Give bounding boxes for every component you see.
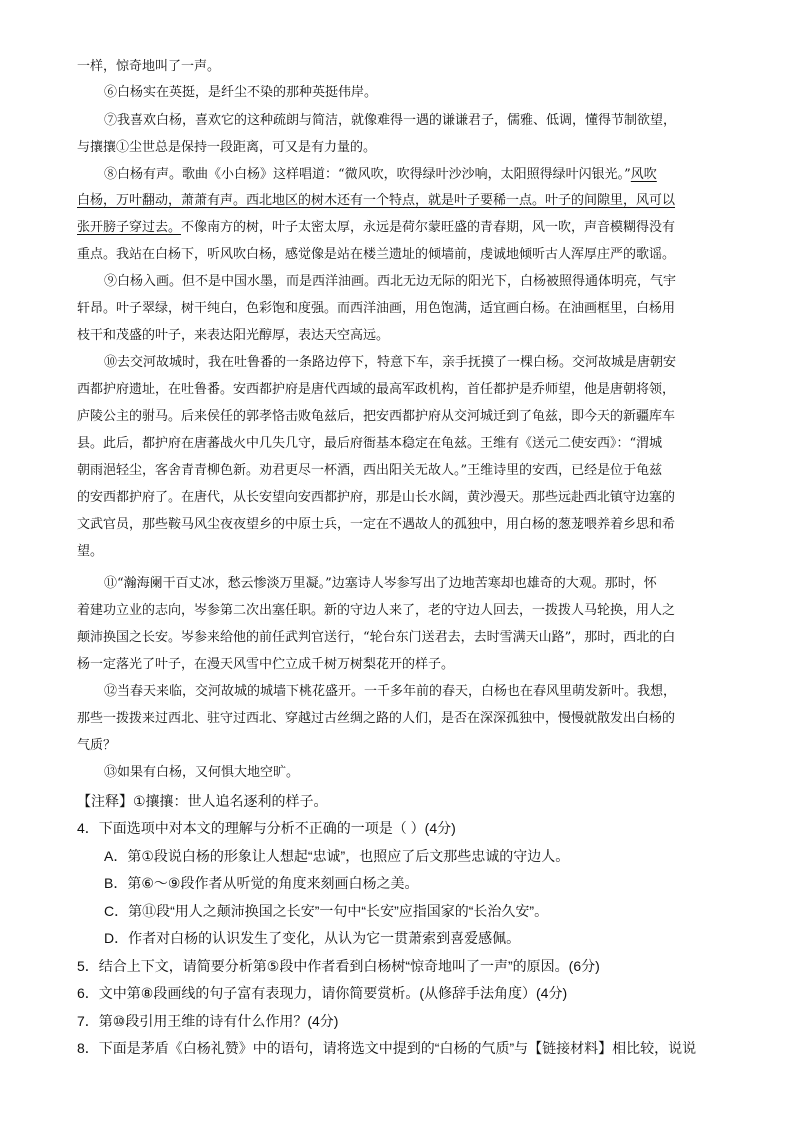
paragraph-8-line-4: 重点。我站在白杨下，听风吹白杨，感觉像是站在楼兰遗址的倾墙前，虔诚地倾听古人浑厚庄严的歌谣。 (77, 247, 676, 262)
paragraph-8-line-3-text: 不像南方的树，叶子太密太厚，永远是荷尔蒙旺盛的青春期，风一吹，声音模糊得没有 (181, 220, 676, 235)
paragraph-12-line-3: 气质？ (77, 738, 117, 753)
question-7: 7．第⑩段引用王维的诗有什么作用？(4分) (77, 1013, 339, 1029)
paragraph-8-line-1-text: ⑧白杨有声。歌曲《小白杨》这样唱道：“微风吹，吹得绿叶沙沙响，太阳照得绿叶闪银光。” (104, 167, 631, 182)
paragraph-7-line-2: 与攘攘①尘世总是保持一段距离，可又是有力量的。 (77, 140, 377, 155)
paragraph-10-line-3: 庐陵公主的驸马。后来侯任的郭孝恪击败龟兹后，把安西都护府从交河城迁到了龟兹，即今天的新疆库车 (77, 409, 676, 424)
paragraph-11-line-2: 着建功立业的志向，岑参第二次出塞任职。新的守边人来了，老的守边人回去，一拨拨人马轮换，用人之 (77, 603, 676, 618)
paragraph-12-line-2: 那些一拨拨来过西北、驻守过西北、穿越过古丝绸之路的人们，是否在深深孤独中，慢慢就散发出白杨的 (77, 711, 676, 726)
question-5: 5．结合上下文，请简要分析第⑤段中作者看到白杨树“惊奇地叫了一声”的原因。(6分) (77, 958, 600, 974)
footnote: 【注释】①攘攘：世人追名逐利的样子。 (77, 793, 328, 809)
paragraph-11-line-4: 杨一定落光了叶子，在漫天风雪中伫立成千树万树梨花开的样子。 (77, 657, 455, 672)
paragraph-9-line-2: 轩昂。叶子翠绿，树干纯白，色彩饱和度强。而西洋油画，用色饱满，适宜画白杨。在油画框里，白杨用 (77, 301, 676, 316)
question-4: 4．下面选项中对本文的理解与分析不正确的一项是（ ）(4分) (77, 820, 456, 836)
paragraph-5-tail: 一样，惊奇地叫了一声。 (77, 59, 221, 74)
question-4-option-d: D．作者对白杨的认识发生了变化，从认为它一贯萧索到喜爱感佩。 (104, 930, 521, 946)
paragraph-11-line-1: ⑪“瀚海阑干百丈冰，愁云惨淡万里凝。”边塞诗人岑参写出了边地苦寒却也雄奇的大观。那时，怀 (104, 576, 657, 591)
question-6: 6．文中第⑧段画线的句子富有表现力，请你简要赏析。(从修辞手法角度）(4分) (77, 985, 568, 1001)
paragraph-10-line-6: 的安西都护府了。在唐代，从长安望向安西都护府，那是山长水阔，黄沙漫天。那些远赴西北镇守边塞的 (77, 490, 676, 505)
paragraph-11-line-3: 颠沛换国之长安。岑参来给他的前任武判官送行，“轮台东门送君去，去时雪满天山路”，那时，西北的白 (77, 630, 676, 645)
paragraph-8-underlined-line-2: 白杨，万叶翻动，萧萧有声。西北地区的树木还有一个特点，就是叶子要稀一点。叶子的间隙里，风可以 (77, 193, 676, 208)
paragraph-10-line-2: 西都护府遗址，在吐鲁番。安西都护府是唐代西域的最高军政机构，首任都护是乔师望，他是唐朝将领， (77, 382, 676, 397)
paragraph-10-line-8: 望。 (77, 544, 104, 559)
question-8: 8．下面是茅盾《白杨礼赞》中的语句，请将选文中提到的“白杨的气质”与【链接材料】相比较，说说 (77, 1040, 697, 1056)
paragraph-9-line-1: ⑨白杨入画。但不是中国水墨，而是西洋油画。西北无边无际的阳光下，白杨被照得通体明亮，气宇 (104, 274, 677, 289)
paragraph-8-line-1 (104, 166, 657, 184)
paragraph-10-line-7: 文武官员，那些鞍马风尘夜夜望乡的中原士兵，一定在不遇故人的孤独中，用白杨的葱茏喂养着乡思和希 (77, 517, 676, 532)
paragraph-10-line-5: 朝雨浥轻尘，客舍青青柳色新。劝君更尽一杯酒，西出阳关无故人。”王维诗里的安西，已经是位于龟兹 (77, 463, 663, 478)
paragraph-10-line-1: ⑩去交河故城时，我在吐鲁番的一条路边停下，特意下车，亲手抚摸了一棵白杨。交河故城是唐朝安 (104, 355, 677, 370)
question-4-option-a: A．第①段说白杨的形象让人想起“忠诚”，也照应了后文那些忠诚的守边人。 (104, 848, 570, 864)
paragraph-12-line-1: ⑫当春天来临，交河故城的城墙下桃花盛开。一千多年前的春天，白杨也在春风里萌发新叶。我想， (104, 684, 677, 699)
paragraph-9-line-3: 枝干和茂盛的叶子，来表达阳光醇厚，表达天空高远。 (77, 328, 390, 343)
paragraph-6: ⑥白杨实在英挺，是纤尘不染的那种英挺伟岸。 (104, 85, 378, 100)
paragraph-13: ⑬如果有白杨，又何惧大地空旷。 (104, 765, 300, 780)
paragraph-7-line-1: ⑦我喜欢白杨，喜欢它的这种疏朗与简洁，就像难得一遇的谦谦君子，儒雅、低调，懂得节制欲望， (104, 113, 677, 128)
question-4-option-c: C．第⑪段“用人之颠沛换国之长安”一句中“长安”应指国家的“长治久安”。 (104, 903, 549, 919)
paragraph-8-underlined-sentence-start: 风吹 (630, 167, 657, 182)
question-4-option-b: B．第⑥～⑨段作者从听觉的角度来刻画白杨之美。 (104, 875, 419, 891)
paragraph-8-underlined-sentence-end: 张开膀子穿过去。 (77, 220, 182, 235)
paragraph-10-line-4: 县。此后，都护府在唐蕃战火中几失几守，最后府衙基本稳定在龟兹。王维有《送元二使安西》：“渭城 (77, 436, 663, 451)
paragraph-8-line-3 (77, 219, 675, 237)
